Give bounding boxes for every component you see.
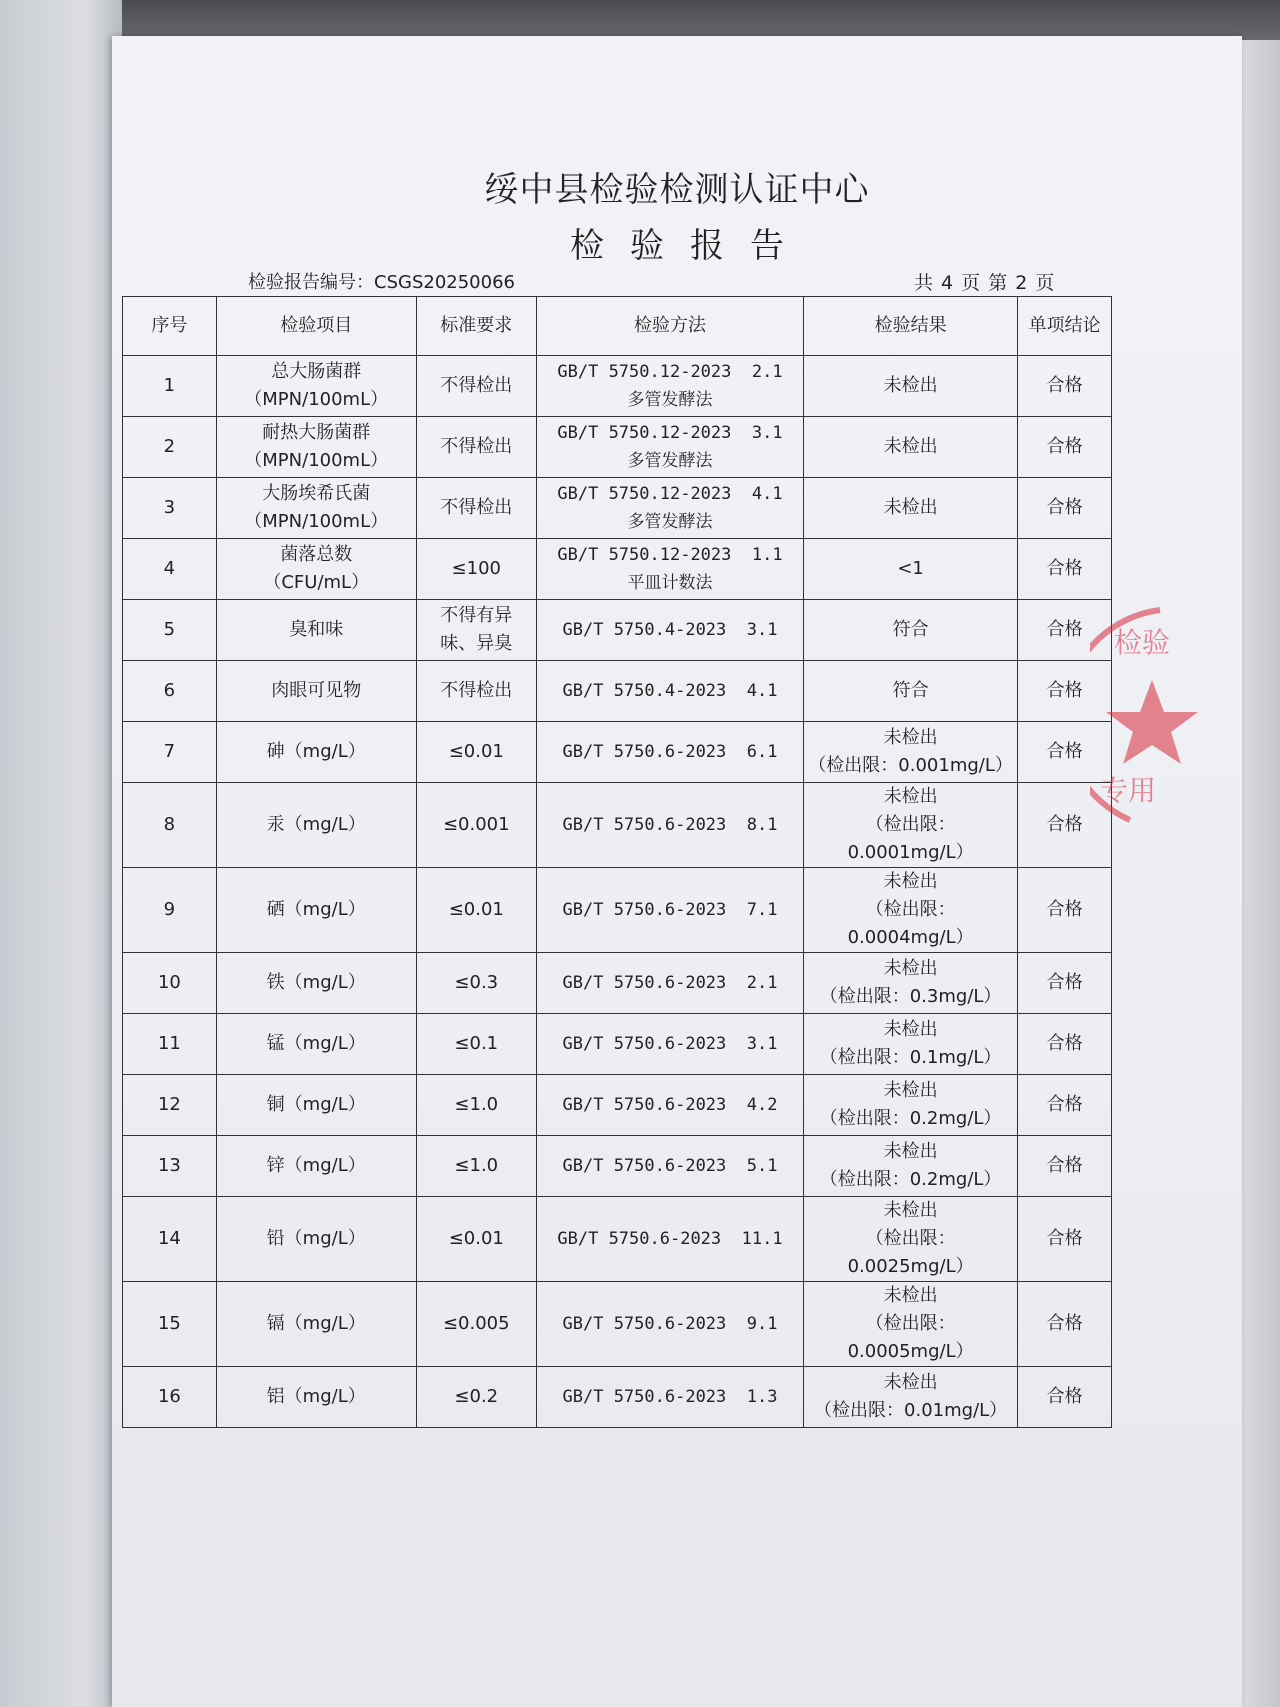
cell-item: [216, 1075, 416, 1136]
cell-result-line: 符合: [892, 680, 929, 701]
cell-method-line: GB/T 5750.6-2023 3.1: [562, 1034, 778, 1054]
cell-method: [536, 600, 803, 661]
cell-method-line: GB/T 5750.6-2023 5.1: [562, 1156, 778, 1176]
cell-result-line: <1: [897, 558, 924, 579]
cell-conclusion: 合格: [1018, 1367, 1112, 1428]
cell-standard: [416, 661, 536, 722]
cell-method-line: GB/T 5750.4-2023 4.1: [562, 681, 778, 701]
cell-result: [804, 1014, 1018, 1075]
cell-method: [536, 783, 803, 868]
cell-result-line: 未检出: [883, 958, 938, 979]
header-cell-method: 检验方法: [536, 297, 803, 356]
cell-result-line: 未检出: [883, 1141, 938, 1162]
header-cell-item: 检验项目: [216, 297, 416, 356]
cell-no: 3: [123, 478, 217, 539]
cell-no: 16: [123, 1367, 217, 1428]
cell-no: 5: [123, 600, 217, 661]
inspection-table: [122, 296, 1112, 1428]
cell-method-line: GB/T 5750.6-2023 1.3: [562, 1387, 778, 1407]
cell-item: [216, 661, 416, 722]
cell-method: [536, 953, 803, 1014]
cell-standard-line: ≤0.01: [448, 1228, 504, 1249]
stamp-text-top: 检验: [1114, 626, 1171, 659]
cell-standard: [416, 1367, 536, 1428]
cell-method: [536, 1282, 803, 1367]
cell-result-line: （检出限：0.3mg/L）: [819, 986, 1002, 1007]
table-row: [123, 722, 1112, 783]
cell-standard-line: 不得检出: [440, 497, 513, 518]
cell-conclusion: 合格: [1018, 1282, 1112, 1367]
cell-result: [804, 868, 1018, 953]
cell-result: [804, 600, 1018, 661]
cell-result-line: 未检出: [883, 436, 938, 457]
cell-method-line: 多管发酵法: [627, 512, 713, 532]
cell-item: [216, 478, 416, 539]
cell-method-line: GB/T 5750.6-2023 6.1: [562, 742, 778, 762]
table-row: [123, 1367, 1112, 1428]
cell-result-line: （检出限：0.0001mg/L）: [847, 814, 974, 863]
cell-no: 15: [123, 1282, 217, 1367]
cell-no: 14: [123, 1197, 217, 1282]
header-cell-conclusion: 单项结论: [1018, 297, 1112, 356]
cell-item: [216, 722, 416, 783]
cell-item: [216, 1367, 416, 1428]
cell-method: [536, 478, 803, 539]
cell-standard-line: ≤0.001: [442, 814, 510, 835]
cell-result: [804, 417, 1018, 478]
cell-item-line: 镉（mg/L）: [266, 1313, 366, 1334]
red-stamp: [1090, 600, 1240, 830]
cell-result-line: 未检出: [883, 1285, 938, 1306]
cell-method: [536, 356, 803, 417]
cell-result-line: （检出限：0.2mg/L）: [819, 1108, 1002, 1129]
cell-standard-line: 不得有异: [440, 605, 513, 626]
cell-result-line: 未检出: [883, 871, 938, 892]
cell-item-line: 砷（mg/L）: [266, 741, 366, 762]
cell-standard: [416, 783, 536, 868]
cell-standard-line: ≤0.1: [454, 1033, 499, 1054]
cell-item: [216, 600, 416, 661]
cell-item: [216, 783, 416, 868]
cell-result-line: （检出限：0.01mg/L）: [814, 1400, 1008, 1421]
cell-result-line: 符合: [892, 619, 929, 640]
cell-conclusion: 合格: [1018, 1075, 1112, 1136]
cell-standard: [416, 1136, 536, 1197]
cell-item: [216, 356, 416, 417]
cell-method-line: GB/T 5750.6-2023 2.1: [562, 973, 778, 993]
cell-item-line: 臭和味: [289, 619, 344, 640]
cell-result-line: （检出限：0.001mg/L）: [808, 755, 1013, 776]
cell-conclusion: 合格: [1018, 783, 1112, 868]
cell-method-line: GB/T 5750.4-2023 3.1: [562, 620, 778, 640]
cell-result: [804, 1197, 1018, 1282]
cell-method: [536, 1014, 803, 1075]
cell-item: [216, 1136, 416, 1197]
cell-method: [536, 417, 803, 478]
cell-method-line: GB/T 5750.12-2023 3.1: [557, 423, 783, 443]
cell-result-line: 未检出: [883, 1019, 938, 1040]
cell-item: [216, 417, 416, 478]
cell-item-line: （MPN/100mL）: [244, 389, 389, 410]
cell-result: [804, 722, 1018, 783]
cell-method-line: GB/T 5750.6-2023 7.1: [562, 900, 778, 920]
report-sheet: [112, 36, 1242, 1707]
cell-standard: [416, 1075, 536, 1136]
cell-method-line: GB/T 5750.12-2023 2.1: [557, 362, 783, 382]
cell-item: [216, 539, 416, 600]
cell-standard-line: 不得检出: [440, 375, 513, 396]
cell-item-line: 耐热大肠菌群: [262, 422, 371, 443]
cell-method: [536, 1197, 803, 1282]
cell-standard-line: ≤0.3: [454, 972, 499, 993]
cell-result-line: 未检出: [883, 727, 938, 748]
cell-standard: [416, 600, 536, 661]
cell-standard-line: ≤100: [451, 558, 501, 579]
table-row: [123, 661, 1112, 722]
cell-method: [536, 1367, 803, 1428]
cell-item-line: （MPN/100mL）: [244, 511, 389, 532]
cell-conclusion: 合格: [1018, 539, 1112, 600]
cell-result: [804, 953, 1018, 1014]
cell-standard: [416, 417, 536, 478]
report-number-value: CSGS20250066: [374, 272, 515, 293]
table-header-row: [123, 297, 1112, 356]
cell-item-line: 铜（mg/L）: [266, 1094, 366, 1115]
cell-method-line: GB/T 5750.12-2023 4.1: [557, 484, 783, 504]
cell-conclusion: 合格: [1018, 1136, 1112, 1197]
cell-standard-line: 不得检出: [440, 680, 513, 701]
cell-no: 2: [123, 417, 217, 478]
cell-method: [536, 1075, 803, 1136]
table-row: [123, 868, 1112, 953]
table-row: [123, 1014, 1112, 1075]
table-body: [123, 356, 1112, 1428]
cell-result: [804, 1136, 1018, 1197]
cell-no: 6: [123, 661, 217, 722]
cell-no: 1: [123, 356, 217, 417]
cell-standard: [416, 539, 536, 600]
cell-result-line: 未检出: [883, 497, 938, 518]
report-number: [248, 268, 515, 294]
cell-result: [804, 661, 1018, 722]
cell-item-line: 铅（mg/L）: [266, 1228, 366, 1249]
page-count: 共 4 页 第 2 页: [914, 272, 1056, 294]
stamp-star-icon: [1106, 680, 1198, 764]
cell-item-line: 硒（mg/L）: [266, 899, 366, 920]
cell-method-line: GB/T 5750.6-2023 8.1: [562, 815, 778, 835]
cell-result-line: （检出限：0.1mg/L）: [819, 1047, 1002, 1068]
table-row: [123, 1075, 1112, 1136]
cell-standard: [416, 953, 536, 1014]
cell-method-line: 多管发酵法: [627, 451, 713, 471]
cell-result: [804, 356, 1018, 417]
cell-method: [536, 661, 803, 722]
cell-item-line: 铝（mg/L）: [266, 1386, 366, 1407]
cell-item-line: 菌落总数: [280, 544, 353, 565]
cell-standard-line: ≤1.0: [454, 1094, 499, 1115]
cell-method-line: 平皿计数法: [627, 573, 713, 593]
table-row: [123, 953, 1112, 1014]
cell-method: [536, 539, 803, 600]
cell-conclusion: 合格: [1018, 1014, 1112, 1075]
cell-result-line: （检出限：0.2mg/L）: [819, 1169, 1002, 1190]
cell-conclusion: 合格: [1018, 600, 1112, 661]
cell-standard-line: ≤0.005: [442, 1313, 510, 1334]
cell-method-line: GB/T 5750.6-2023 11.1: [557, 1229, 783, 1249]
cell-standard: [416, 478, 536, 539]
table-row: [123, 478, 1112, 539]
cell-result-line: 未检出: [883, 375, 938, 396]
table-row: [123, 1136, 1112, 1197]
cell-no: 7: [123, 722, 217, 783]
cell-result: [804, 539, 1018, 600]
cell-item-line: 总大肠菌群: [271, 361, 362, 382]
cell-result: [804, 1282, 1018, 1367]
cell-conclusion: 合格: [1018, 953, 1112, 1014]
cell-method: [536, 1136, 803, 1197]
header-cell-standard: 标准要求: [416, 297, 536, 356]
stamp-text-bottom: 专用: [1100, 774, 1157, 807]
cell-standard: [416, 1014, 536, 1075]
cell-item-line: 肉眼可见物: [271, 680, 362, 701]
cell-standard-line: ≤0.2: [454, 1386, 499, 1407]
document-title: 检验报告: [570, 226, 810, 266]
cell-item-line: 汞（mg/L）: [266, 814, 366, 835]
cell-item: [216, 868, 416, 953]
cell-result: [804, 478, 1018, 539]
cell-conclusion: 合格: [1018, 478, 1112, 539]
cell-no: 9: [123, 868, 217, 953]
cell-no: 10: [123, 953, 217, 1014]
cell-item: [216, 1282, 416, 1367]
cell-no: 11: [123, 1014, 217, 1075]
cell-conclusion: 合格: [1018, 661, 1112, 722]
cell-result-line: 未检出: [883, 1200, 938, 1221]
cell-item: [216, 1197, 416, 1282]
cell-result-line: 未检出: [883, 786, 938, 807]
table-row: [123, 417, 1112, 478]
table-row: [123, 600, 1112, 661]
cell-method-line: GB/T 5750.6-2023 4.2: [562, 1095, 778, 1115]
table-row: [123, 1197, 1112, 1282]
cell-method-line: GB/T 5750.12-2023 1.1: [557, 545, 783, 565]
cell-conclusion: 合格: [1018, 1197, 1112, 1282]
cell-item-line: 锌（mg/L）: [266, 1155, 366, 1176]
cell-item-line: 大肠埃希氏菌: [262, 483, 371, 504]
cell-item-line: （CFU/mL）: [263, 572, 370, 593]
cell-method: [536, 868, 803, 953]
cell-result-line: （检出限：0.0004mg/L）: [847, 899, 974, 948]
table-row: [123, 1282, 1112, 1367]
cell-no: 8: [123, 783, 217, 868]
header-cell-result: 检验结果: [804, 297, 1018, 356]
table-row: [123, 539, 1112, 600]
left-page-edge: [0, 0, 122, 1707]
cell-item-line: 铁（mg/L）: [266, 972, 366, 993]
cell-result: [804, 1075, 1018, 1136]
cell-method: [536, 722, 803, 783]
cell-standard: [416, 722, 536, 783]
cell-no: 12: [123, 1075, 217, 1136]
cell-standard: [416, 868, 536, 953]
cell-no: 13: [123, 1136, 217, 1197]
cell-result-line: 未检出: [883, 1372, 938, 1393]
cell-standard-line: ≤1.0: [454, 1155, 499, 1176]
report-number-label: 检验报告编号：: [248, 272, 374, 293]
cell-conclusion: 合格: [1018, 722, 1112, 783]
cell-standard: [416, 356, 536, 417]
cell-standard-line: ≤0.01: [448, 899, 504, 920]
cell-item-line: 锰（mg/L）: [266, 1033, 366, 1054]
right-background: [1242, 40, 1280, 1707]
cell-conclusion: 合格: [1018, 868, 1112, 953]
cell-result-line: （检出限：0.0005mg/L）: [847, 1313, 974, 1362]
cell-conclusion: 合格: [1018, 356, 1112, 417]
center-name: 绥中县检验检测认证中心: [484, 170, 870, 210]
cell-standard: [416, 1282, 536, 1367]
cell-result-line: （检出限：0.0025mg/L）: [847, 1228, 974, 1277]
cell-result: [804, 783, 1018, 868]
header-cell-no: 序号: [123, 297, 217, 356]
cell-standard-line: 味、异臭: [440, 633, 513, 654]
table-row: [123, 783, 1112, 868]
table-row: [123, 356, 1112, 417]
cell-no: 4: [123, 539, 217, 600]
cell-result-line: 未检出: [883, 1080, 938, 1101]
cell-item-line: （MPN/100mL）: [244, 450, 389, 471]
cell-result: [804, 1367, 1018, 1428]
cell-standard: [416, 1197, 536, 1282]
cell-method-line: GB/T 5750.6-2023 9.1: [562, 1314, 778, 1334]
cell-standard-line: 不得检出: [440, 436, 513, 457]
cell-item: [216, 953, 416, 1014]
cell-item: [216, 1014, 416, 1075]
cell-conclusion: 合格: [1018, 417, 1112, 478]
cell-standard-line: ≤0.01: [448, 741, 504, 762]
cell-method-line: 多管发酵法: [627, 390, 713, 410]
